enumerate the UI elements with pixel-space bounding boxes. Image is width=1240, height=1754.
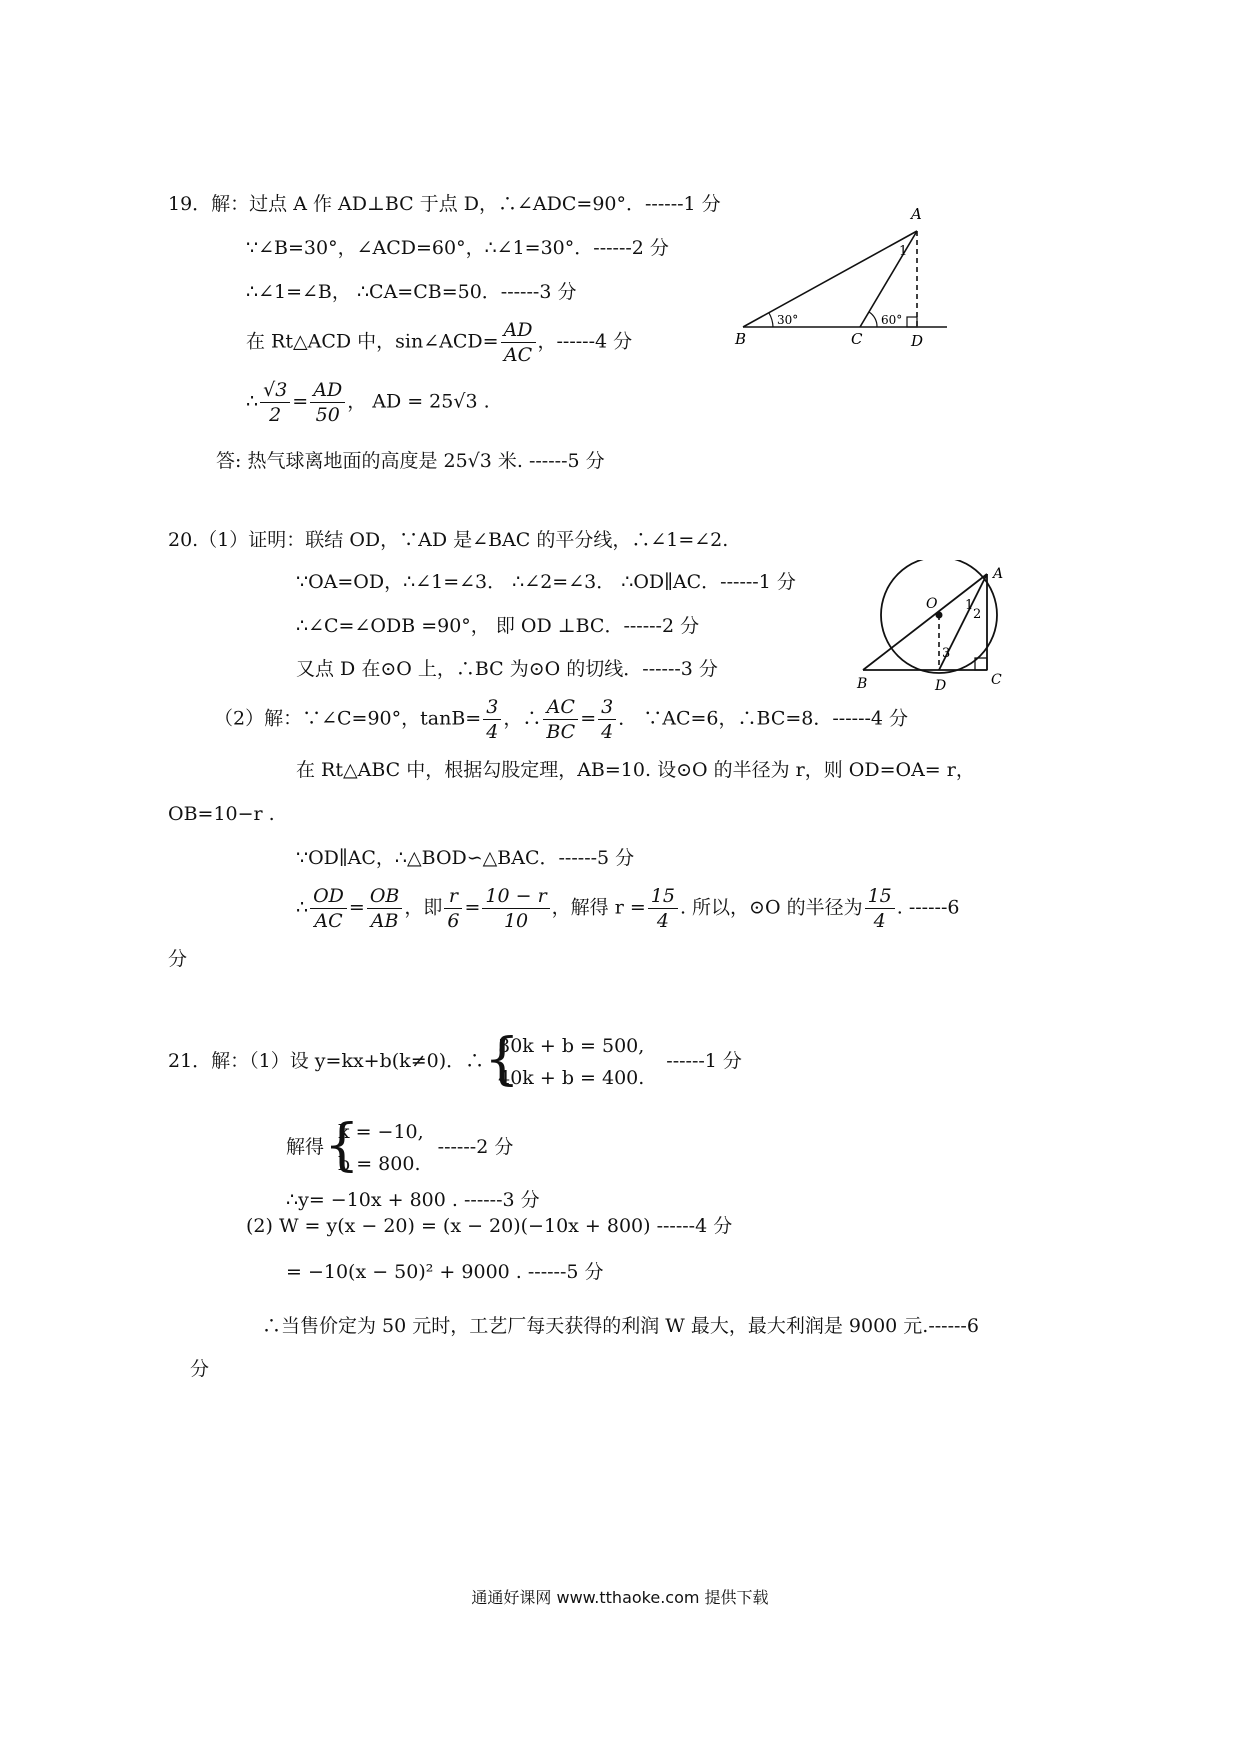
q20-fraction-15-over-4 (648, 884, 678, 933)
fraction-denominator: 4 (873, 910, 886, 932)
fraction-denominator: 4 (656, 910, 669, 932)
fraction-numerator: √3 (260, 378, 290, 403)
label-B: B (735, 330, 747, 348)
label-D: D (911, 332, 924, 350)
q21-line5: = −10(x − 50)² + 9000 . ------5 分 (286, 1261, 604, 1283)
q20-line7: OB=10−r . (168, 803, 275, 825)
fraction-numerator: AC (543, 695, 578, 720)
q20-fraction-ac-over-bc (543, 695, 578, 744)
fraction-numerator: 10 − r (482, 884, 549, 909)
q20-line9-text2: ，解得 r = (551, 896, 646, 919)
q20-line2: ∵OA=OD，∴∠1=∠3． ∴∠2=∠3． ∴OD∥AC．------1 分 (296, 571, 796, 593)
label-angle-1: 1 (965, 598, 974, 613)
q21-solve-label: 解得 (286, 1136, 325, 1158)
q20-fraction-r-over-6 (444, 884, 462, 933)
q21-line7: 分 (190, 1358, 210, 1380)
therefore-symbol: ∴ (246, 390, 259, 413)
therefore-symbol: ，∴ (503, 707, 542, 730)
brace-icon: { (484, 1027, 520, 1092)
fraction-denominator: 50 (315, 404, 340, 426)
q19-fraction-ad-over-50 (310, 378, 345, 427)
q20-fraction-3-over-4-b (598, 695, 616, 744)
fraction-numerator: 3 (483, 695, 501, 720)
q19-line5 (246, 378, 490, 427)
label-angle-2: 2 (973, 607, 982, 622)
fraction-numerator: OB (367, 884, 403, 909)
q20-line9 (296, 884, 959, 933)
q19-fraction-sqrt3-over-2 (260, 378, 290, 427)
q21-line3: ∴y= −10x + 800 . ------3 分 (286, 1189, 540, 1211)
fraction-denominator: 10 (503, 910, 529, 932)
label-angle-60: 60° (881, 313, 903, 327)
q21-solution-system (324, 1113, 424, 1180)
fraction-numerator: 15 (865, 884, 895, 909)
q20-fraction-od-over-ac (310, 884, 347, 933)
label-C: C (851, 330, 863, 348)
label-C: C (991, 672, 1002, 688)
q19-line2: ∵∠B=30°，∠ACD=60°，∴∠1=30°．------2 分 (246, 237, 669, 259)
fraction-denominator: BC (546, 721, 576, 743)
page-footer: 通通好课网 www.tthaoke.com 提供下载 (471, 1588, 769, 1607)
q21-line2 (286, 1113, 514, 1180)
fraction-numerator: 15 (648, 884, 678, 909)
q21-conclusion: ∴当售价定为 50 元时，工艺厂每天获得的利润 W 最大，最大利润是 9000 元.------6 (262, 1315, 979, 1337)
label-A: A (993, 566, 1004, 582)
q20-line9-post: . ------6 (896, 896, 960, 919)
q19-line1: 19．解：过点 A 作 AD⊥BC 于点 D，∴∠ADC=90°．------1 分 (168, 193, 721, 215)
q20-fraction-3-over-4 (483, 695, 501, 744)
q19-line4-pre: 在 Rt△ACD 中，sin∠ACD= (246, 330, 499, 353)
brace-icon: { (324, 1113, 360, 1178)
label-B: B (857, 676, 868, 692)
q21-equation-system (484, 1027, 645, 1094)
q20-fraction-15-over-4-b (865, 884, 895, 933)
fraction-denominator: 4 (486, 721, 499, 743)
label-angle-1: 1 (899, 244, 908, 259)
fraction-numerator: 3 (598, 695, 616, 720)
q20-line5-post: ． ∵AC=6，∴BC=8．------4 分 (618, 707, 909, 730)
equals-sign: = (464, 896, 481, 919)
equation-row: 40k + b = 400. (498, 1067, 645, 1089)
equation-row: k = −10, (338, 1121, 424, 1143)
equals-sign: = (580, 707, 597, 730)
q21-setup: 21．解：（1）设 y=kx+b(k≠0)．∴ (168, 1050, 485, 1072)
equation-row: b = 800. (338, 1153, 421, 1175)
q19-triangle-figure (725, 195, 955, 355)
q20-line5 (214, 695, 908, 744)
label-D: D (935, 678, 947, 694)
q20-line4: 又点 D 在⊙O 上，∴BC 为⊙O 的切线．------3 分 (296, 658, 718, 680)
fraction-numerator: AD (310, 378, 345, 403)
fraction-numerator: r (444, 884, 462, 909)
q20-line3: ∴∠C=∠ODB =90°， 即 OD ⊥BC．------2 分 (296, 615, 700, 637)
q19-ad-result: ， AD = 25√3 . (347, 390, 490, 413)
q20-line10: 分 (168, 948, 188, 970)
q19-line3: ∴∠1=∠B， ∴CA=CB=50．------3 分 (246, 281, 577, 303)
equals-sign: = (292, 390, 309, 413)
equals-sign: = (348, 896, 365, 919)
q20-line8: ∵OD∥AC，∴△BOD∽△BAC．------5 分 (296, 847, 635, 869)
q20-fraction-ob-over-ab (367, 884, 403, 933)
fraction-numerator: OD (310, 884, 347, 909)
fraction-denominator: AC (314, 910, 343, 932)
q21-line4: (2) W = y(x − 20) = (x − 20)(−10x + 800) ------4 分 (246, 1215, 733, 1237)
q19-line4 (246, 318, 632, 367)
label-angle-3: 3 (942, 646, 951, 661)
fraction-denominator: 2 (269, 404, 282, 426)
fraction-denominator: 4 (601, 721, 614, 743)
fraction-denominator: AB (370, 910, 399, 932)
label-angle-30: 30° (777, 313, 799, 327)
label-O: O (926, 596, 938, 612)
fraction-denominator: 6 (447, 910, 460, 932)
q20-part2-label: （2）解：∵∠C=90°，tanB= (214, 707, 482, 730)
q21-line1 (168, 1027, 742, 1094)
fraction-numerator: AD (501, 318, 536, 343)
label-A: A (911, 205, 922, 223)
q19-line4-post: ，------4 分 (537, 330, 633, 353)
q19-sin-fraction (501, 318, 536, 367)
equation-row: 30k + b = 500, (498, 1035, 645, 1057)
q21-score-1: ------1 分 (666, 1050, 742, 1072)
q20-line9-text3: . 所以，⊙O 的半径为 (679, 896, 863, 919)
q20-circle-figure (855, 560, 1015, 695)
q21-score-2: ------2 分 (437, 1136, 514, 1158)
therefore-symbol: ∴ (296, 896, 309, 919)
q19-answer: 答: 热气球离地面的高度是 25√3 米. ------5 分 (216, 450, 605, 472)
q20-line6: 在 Rt△ABC 中，根据勾股定理，AB=10. 设⊙O 的半径为 r，则 OD=OA= r， (296, 759, 975, 781)
fraction-denominator: AC (503, 344, 533, 366)
q20-line9-text1: ，即 (404, 896, 443, 919)
q20-fraction-10-minus-r-over-10 (482, 884, 549, 933)
q20-line1: 20.（1）证明：联结 OD，∵AD 是∠BAC 的平分线，∴∠1=∠2. (168, 529, 729, 551)
